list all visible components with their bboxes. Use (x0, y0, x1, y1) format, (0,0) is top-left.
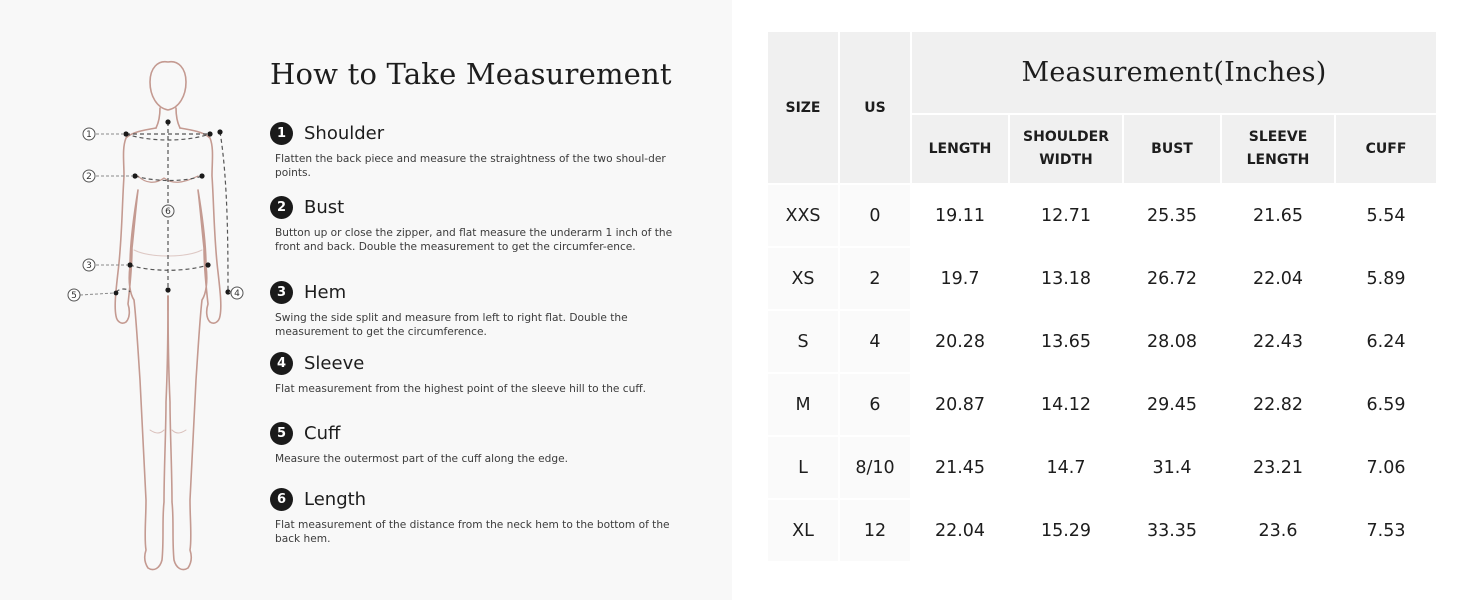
cuff-column-header: CUFF (1336, 115, 1436, 183)
bust-cell: 29.45 (1146, 394, 1198, 415)
step-title: Bust (304, 196, 345, 218)
cuff-cell: 7.06 (1366, 457, 1406, 478)
table-row (768, 311, 1436, 372)
table-row (768, 437, 1436, 498)
us-cell: 6 (840, 374, 910, 435)
bust-cell: 33.35 (1146, 520, 1198, 541)
size-column-header: SIZE (768, 32, 838, 183)
step-description: Swing the side split and measure from left to right flat. Double the measurement to get the circumference. (275, 312, 628, 338)
step-number-badge: 4 (270, 352, 293, 375)
step-shoulder (270, 121, 700, 180)
size-chart-table (766, 30, 1438, 563)
sleeve-cell: 22.04 (1252, 268, 1304, 289)
length-cell: 21.45 (934, 457, 986, 478)
length-cell: 22.04 (934, 520, 986, 541)
step-number-badge: 6 (270, 488, 293, 511)
cuff-cell: 5.54 (1366, 205, 1406, 226)
length-column-header: LENGTH (912, 115, 1008, 183)
step-description: Button up or close the zipper, and flat measure the underarm 1 inch of the front and back. Double the measurement to get the circumfer-ence. (275, 227, 673, 253)
guide-title: How to Take Measurement (270, 57, 672, 91)
figure-label-1: 1 (86, 130, 92, 140)
step-description: Measure the outermost part of the cuff along the edge. (275, 453, 568, 465)
size-cell: XS (768, 248, 838, 309)
step-description: Flat measurement of the distance from the neck hem to the bottom of the back hem. (275, 519, 670, 545)
step-title: Shoulder (304, 122, 385, 144)
table-row (768, 500, 1436, 561)
bust-cell: 28.08 (1146, 331, 1198, 352)
step-number-badge: 3 (270, 281, 293, 304)
measurement-group-header: Measurement(Inches) (912, 32, 1436, 113)
step-bust (270, 195, 700, 254)
step-title: Hem (304, 281, 347, 303)
figure-label-6: 6 (165, 207, 171, 217)
step-description: Flatten the back piece and measure the straightness of the two shoul-der points. (275, 153, 666, 179)
figure-label-3: 3 (86, 261, 92, 271)
length-cell: 20.28 (934, 331, 986, 352)
us-cell: 8/10 (840, 437, 910, 498)
size-cell: L (768, 437, 838, 498)
size-cell: XXS (768, 185, 838, 246)
shoulder-cell: 13.18 (1040, 268, 1092, 289)
body-figure-illustration (60, 50, 260, 580)
cuff-cell: 5.89 (1366, 268, 1406, 289)
step-hem (270, 280, 700, 339)
figure-label-4: 4 (234, 289, 240, 299)
step-cuff (270, 421, 700, 466)
step-title: Sleeve (304, 352, 365, 374)
shoulder-cell: 15.29 (1040, 520, 1092, 541)
sleeve-cell: 22.82 (1252, 394, 1304, 415)
cuff-cell: 6.59 (1366, 394, 1406, 415)
step-title: Length (304, 488, 367, 510)
size-cell: M (768, 374, 838, 435)
table-row (768, 248, 1436, 309)
leader-lines (80, 134, 232, 295)
us-cell: 0 (840, 185, 910, 246)
length-cell: 19.7 (940, 268, 980, 289)
us-cell: 4 (840, 311, 910, 372)
length-cell: 19.11 (934, 205, 986, 226)
size-cell: XL (768, 500, 838, 561)
figure-label-2: 2 (86, 172, 92, 182)
step-number-badge: 1 (270, 122, 293, 145)
shoulder-cell: 14.12 (1040, 394, 1092, 415)
bust-cell: 25.35 (1146, 205, 1198, 226)
table-row (768, 374, 1436, 435)
step-sleeve (270, 351, 700, 396)
bust-cell: 26.72 (1146, 268, 1198, 289)
shoulder-cell: 14.7 (1046, 457, 1086, 478)
step-title: Cuff (304, 422, 341, 444)
step-number-badge: 5 (270, 422, 293, 445)
cuff-cell: 6.24 (1366, 331, 1406, 352)
shoulder-width-column-header: SHOULDER WIDTH (1010, 115, 1122, 183)
step-number-badge: 2 (270, 196, 293, 219)
step-length (270, 487, 700, 546)
us-column-header: US (840, 32, 910, 183)
sleeve-cell: 23.6 (1258, 520, 1298, 541)
shoulder-cell: 12.71 (1040, 205, 1092, 226)
sleeve-cell: 21.65 (1252, 205, 1304, 226)
step-description: Flat measurement from the highest point of the sleeve hill to the cuff. (275, 383, 646, 395)
table-row (768, 185, 1436, 246)
sleeve-cell: 22.43 (1252, 331, 1304, 352)
figure-label-5: 5 (71, 291, 77, 301)
bust-cell: 31.4 (1152, 457, 1192, 478)
figure-labels (68, 128, 243, 301)
us-cell: 2 (840, 248, 910, 309)
length-cell: 20.87 (934, 394, 986, 415)
bust-column-header: BUST (1124, 115, 1220, 183)
shoulder-cell: 13.65 (1040, 331, 1092, 352)
us-cell: 12 (840, 500, 910, 561)
sleeve-length-column-header: SLEEVE LENGTH (1222, 115, 1334, 183)
cuff-cell: 7.53 (1366, 520, 1406, 541)
size-cell: S (768, 311, 838, 372)
sleeve-cell: 23.21 (1252, 457, 1304, 478)
